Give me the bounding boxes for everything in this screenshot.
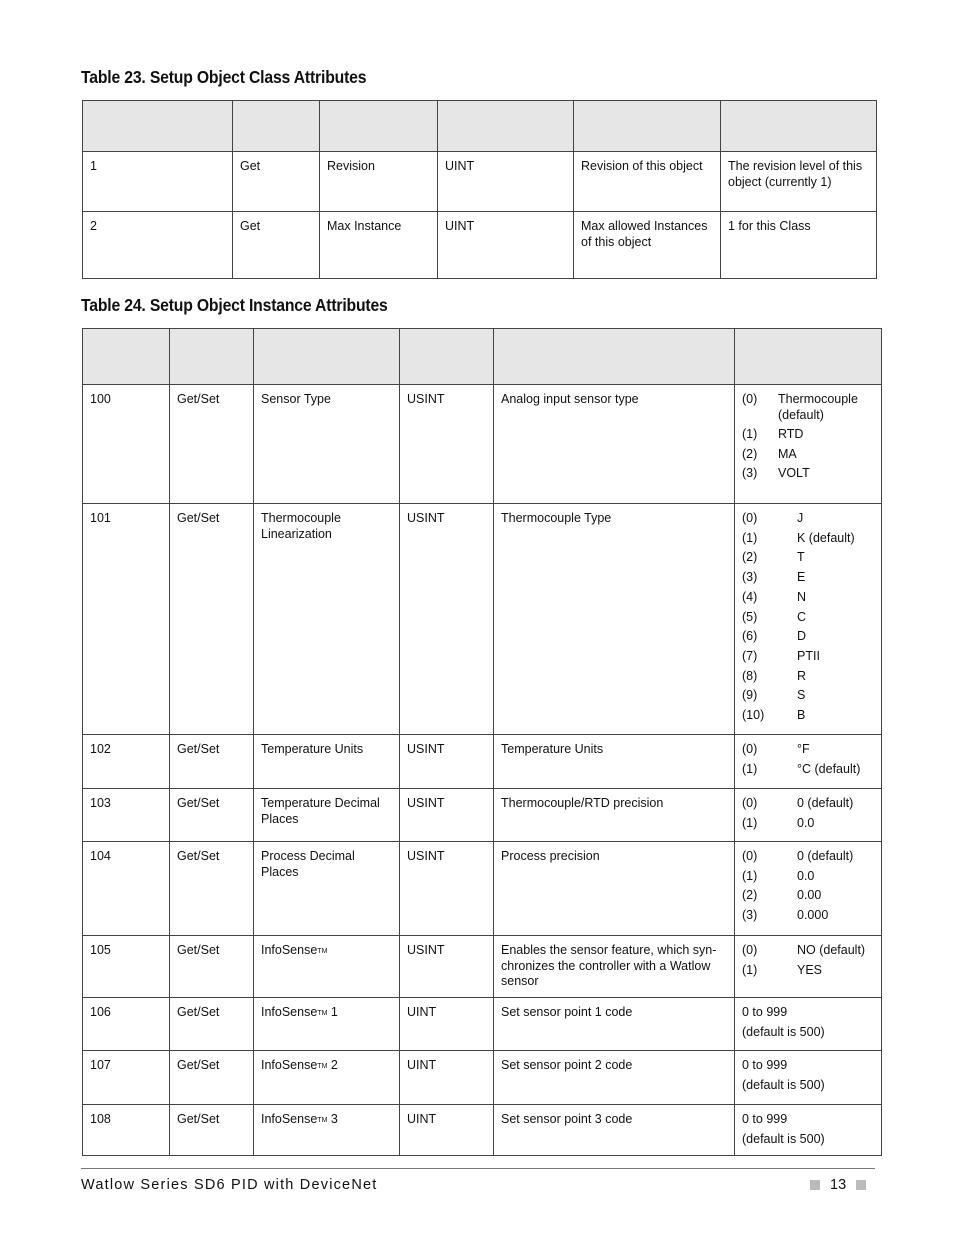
table-row xyxy=(83,842,882,936)
attribute-id: 103 xyxy=(83,789,170,842)
value-option xyxy=(742,464,874,484)
table-row xyxy=(83,1051,882,1105)
option-code: (1) xyxy=(742,815,758,830)
option-code: (1) xyxy=(742,868,758,883)
table-row xyxy=(83,385,882,504)
attribute-name: InfoSense™ 2 xyxy=(254,1051,400,1105)
page-number xyxy=(800,1177,876,1193)
description: Revision of this object xyxy=(574,152,721,212)
option-code: (9) xyxy=(742,688,758,703)
attribute-value: 1 for this Class xyxy=(721,212,877,279)
option-label: C xyxy=(797,609,807,624)
option-code: (1) xyxy=(742,962,758,977)
table-row xyxy=(83,789,882,842)
value-option xyxy=(742,886,874,906)
access-rule: Get/Set xyxy=(170,1051,254,1105)
value-option xyxy=(742,706,874,726)
value-line: (default is 500) xyxy=(742,1131,825,1146)
attribute-name: Thermocouple Linearization xyxy=(254,504,400,735)
value-option xyxy=(742,740,874,760)
option-code: (8) xyxy=(742,668,758,683)
access-rule: Get/Set xyxy=(170,735,254,789)
option-label: Thermocouple (default) xyxy=(778,392,858,422)
trademark-mark: TM xyxy=(317,1117,328,1124)
option-code: (0) xyxy=(742,392,758,406)
option-code: (0) xyxy=(742,796,758,810)
data-type: UINT xyxy=(400,1105,494,1156)
footer-text: Watlow Series SD6 PID with DeviceNet xyxy=(81,1177,378,1193)
table-row xyxy=(83,735,882,789)
access-rule: Get/Set xyxy=(170,789,254,842)
table-row xyxy=(83,212,877,279)
table24-header-row xyxy=(83,329,882,385)
data-type: USINT xyxy=(400,504,494,735)
option-label: J xyxy=(797,511,804,525)
value-option xyxy=(742,627,874,647)
attribute-name: Temperature Units xyxy=(254,735,400,789)
option-label: YES xyxy=(797,962,823,977)
access-rule: Get xyxy=(233,152,320,212)
value-option xyxy=(742,647,874,667)
access-rule: Get xyxy=(233,212,320,279)
value-option xyxy=(742,847,874,867)
access-rule: Get/Set xyxy=(170,842,254,936)
value-option xyxy=(742,529,874,549)
option-label: 0.0 xyxy=(797,868,815,883)
attribute-name: InfoSense™ 1 xyxy=(254,998,400,1051)
value-line: 0 to 999 xyxy=(742,1005,788,1019)
value-option xyxy=(742,568,874,588)
option-label: °C (default) xyxy=(797,761,861,776)
table-row xyxy=(83,1105,882,1156)
page-number-value: 13 xyxy=(830,1177,847,1193)
value-list xyxy=(735,998,882,1051)
option-code: (0) xyxy=(742,943,758,957)
attribute-name: Revision xyxy=(320,152,438,212)
description: Max allowed Instances of this object xyxy=(574,212,721,279)
value-option xyxy=(742,509,874,529)
trademark-mark: TM xyxy=(317,1063,328,1070)
option-label: K (default) xyxy=(797,530,855,545)
data-type: USINT xyxy=(400,735,494,789)
table23-title: Table 23. Setup Object Class Attributes xyxy=(81,67,367,87)
data-type: UINT xyxy=(400,1051,494,1105)
description: Set sensor point 3 code xyxy=(494,1105,735,1156)
attribute-id: 102 xyxy=(83,735,170,789)
attribute-name: Sensor Type xyxy=(254,385,400,504)
value-option xyxy=(742,667,874,687)
value-option xyxy=(742,794,874,814)
value-option xyxy=(742,588,874,608)
option-label: N xyxy=(797,589,807,604)
attribute-name: Temperature Decimal Places xyxy=(254,789,400,842)
description: Temperature Units xyxy=(494,735,735,789)
access-rule: Get/Set xyxy=(170,504,254,735)
attribute-id: 2 xyxy=(83,212,233,279)
option-label: D xyxy=(797,629,807,644)
option-label: PTII xyxy=(797,648,820,663)
value-list xyxy=(735,789,882,842)
value-list xyxy=(735,385,882,504)
description: Process precision xyxy=(494,842,735,936)
option-label: °F xyxy=(797,742,810,756)
option-label: 0 (default) xyxy=(797,849,854,863)
option-code: (0) xyxy=(742,511,758,525)
option-code: (4) xyxy=(742,589,758,604)
option-code: (1) xyxy=(742,427,758,441)
value-option xyxy=(742,425,874,445)
data-type: USINT xyxy=(400,789,494,842)
attribute-id: 107 xyxy=(83,1051,170,1105)
value-option xyxy=(742,445,874,465)
option-code: (1) xyxy=(742,761,758,776)
attribute-id: 104 xyxy=(83,842,170,936)
value-list xyxy=(735,1051,882,1105)
value-list xyxy=(735,842,882,936)
value-option xyxy=(742,760,874,780)
option-label: RTD xyxy=(778,427,804,441)
footer-divider xyxy=(81,1168,875,1169)
description: Set sensor point 2 code xyxy=(494,1051,735,1105)
option-code: (0) xyxy=(742,849,758,863)
description: Analog input sensor type xyxy=(494,385,735,504)
attribute-id: 108 xyxy=(83,1105,170,1156)
option-label: R xyxy=(797,668,807,683)
option-code: (2) xyxy=(742,550,758,565)
data-type: USINT xyxy=(400,936,494,998)
description: Set sensor point 1 code xyxy=(494,998,735,1051)
trademark-mark: TM xyxy=(317,948,328,955)
attribute-id: 106 xyxy=(83,998,170,1051)
access-rule: Get/Set xyxy=(170,998,254,1051)
access-rule: Get/Set xyxy=(170,385,254,504)
option-label: E xyxy=(797,570,806,585)
value-list xyxy=(735,504,882,735)
value-option xyxy=(742,608,874,628)
option-code: (3) xyxy=(742,908,758,923)
description: Thermocouple/RTD precision xyxy=(494,789,735,842)
attribute-id: 100 xyxy=(83,385,170,504)
option-label: B xyxy=(797,708,806,723)
value-option xyxy=(742,867,874,887)
value-list xyxy=(735,735,882,789)
trademark-mark: TM xyxy=(317,1010,328,1017)
option-label: MA xyxy=(778,446,797,461)
value-option xyxy=(742,390,874,425)
table-row xyxy=(83,152,877,212)
table-row xyxy=(83,504,882,735)
option-code: (7) xyxy=(742,648,758,663)
square-icon xyxy=(810,1180,820,1190)
attribute-id: 1 xyxy=(83,152,233,212)
table23 xyxy=(82,100,877,279)
option-code: (0) xyxy=(742,742,758,756)
attribute-id: 105 xyxy=(83,936,170,998)
option-code: (6) xyxy=(742,629,758,644)
value-option xyxy=(742,814,874,834)
value-option xyxy=(742,941,874,961)
attribute-id: 101 xyxy=(83,504,170,735)
option-code: (5) xyxy=(742,609,758,624)
attribute-name: Max Instance xyxy=(320,212,438,279)
value-line: 0 to 999 xyxy=(742,1112,788,1126)
table-row xyxy=(83,998,882,1051)
option-code: (10) xyxy=(742,708,765,723)
option-label: 0.0 xyxy=(797,815,815,830)
option-label: NO (default) xyxy=(797,943,866,957)
data-type: USINT xyxy=(400,842,494,936)
value-option xyxy=(742,906,874,926)
option-code: (2) xyxy=(742,888,758,903)
value-line: 0 to 999 xyxy=(742,1058,788,1072)
table23-header-row xyxy=(83,101,877,152)
access-rule: Get/Set xyxy=(170,936,254,998)
option-code: (1) xyxy=(742,530,758,545)
access-rule: Get/Set xyxy=(170,1105,254,1156)
description: Enables the sensor feature, which syn-chronizes the controller with a Watlow sensor xyxy=(494,936,735,998)
value-line: (default is 500) xyxy=(742,1077,825,1092)
attribute-value: The revision level of this object (currently 1) xyxy=(721,152,877,212)
value-option xyxy=(742,961,874,981)
value-option xyxy=(742,686,874,706)
square-icon xyxy=(856,1180,866,1190)
table24-title: Table 24. Setup Object Instance Attributes xyxy=(81,295,388,315)
table24 xyxy=(82,328,882,1156)
value-list xyxy=(735,1105,882,1156)
data-type: UINT xyxy=(438,152,574,212)
table-row xyxy=(83,936,882,998)
option-label: VOLT xyxy=(778,466,810,481)
attribute-name: InfoSense™ xyxy=(254,936,400,998)
attribute-name: Process Decimal Places xyxy=(254,842,400,936)
data-type: USINT xyxy=(400,385,494,504)
option-code: (2) xyxy=(742,446,758,461)
description: Thermocouple Type xyxy=(494,504,735,735)
value-list xyxy=(735,936,882,998)
value-option xyxy=(742,548,874,568)
option-code: (3) xyxy=(742,466,758,481)
attribute-name: InfoSense™ 3 xyxy=(254,1105,400,1156)
option-label: T xyxy=(797,550,805,565)
option-label: 0.00 xyxy=(797,888,822,903)
option-code: (3) xyxy=(742,570,758,585)
option-label: 0 (default) xyxy=(797,796,854,810)
data-type: UINT xyxy=(438,212,574,279)
value-line: (default is 500) xyxy=(742,1024,825,1039)
option-label: S xyxy=(797,688,806,703)
data-type: UINT xyxy=(400,998,494,1051)
option-label: 0.000 xyxy=(797,908,829,923)
